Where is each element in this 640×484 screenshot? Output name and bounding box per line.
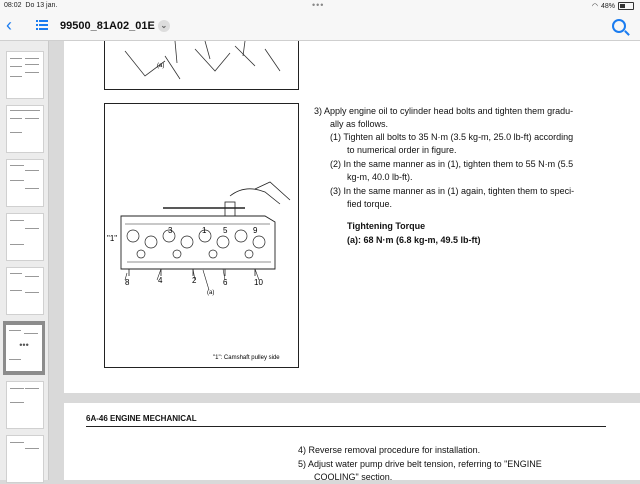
bolt-number: 9 <box>253 226 258 235</box>
step-5-line1: 5) Adjust water pump drive belt tension, referring to "ENGINE <box>298 459 542 469</box>
page-thumbnail[interactable] <box>6 267 44 315</box>
bolt-number: 3 <box>168 226 173 235</box>
bolt-number: 6 <box>223 278 228 287</box>
engine-illustration-top <box>105 41 298 89</box>
battery-icon <box>618 2 634 10</box>
figure-caption: "1": Camshaft pulley side <box>213 355 280 361</box>
bolt-number: 8 <box>125 278 130 287</box>
multitask-dots[interactable]: ••• <box>312 0 325 10</box>
bolt-number: 2 <box>192 276 197 285</box>
page-header: 6A-46 ENGINE MECHANICAL <box>86 414 197 423</box>
figure-label-1: "1" <box>107 234 118 243</box>
page-thumbnail[interactable] <box>6 51 44 99</box>
figure-label-a: (a) <box>207 290 215 296</box>
substep-3-line2: fied torque. <box>347 199 393 209</box>
substep-2-line2: kg-m, 40.0 lb-ft). <box>347 172 413 182</box>
bolt-number: 10 <box>254 278 263 287</box>
status-time: 08:02 Do 13 jan. <box>4 2 58 9</box>
substep-1-line1: (1) Tighten all bolts to 35 N·m (3.5 kg-m, 25.0 lb-ft) according <box>330 132 574 142</box>
more-icon[interactable]: ••• <box>15 341 33 351</box>
search-icon[interactable] <box>612 19 626 33</box>
list-icon[interactable] <box>36 20 48 32</box>
wifi-icon: ◠ <box>591 3 598 10</box>
torque-value: (a): 68 N·m (6.8 kg-m, 49.5 lb-ft) <box>347 235 481 245</box>
substep-2-line1: (2) In the same manner as in (1), tighten them to 55 N·m (5.5 <box>330 159 574 169</box>
substep-3-line1: (3) In the same manner as in (1) again, tighten them to speci- <box>330 186 575 196</box>
torque-title: Tightening Torque <box>347 221 426 231</box>
chevron-down-icon[interactable]: ⌄ <box>158 20 170 32</box>
page-thumbnail[interactable] <box>6 159 44 207</box>
chevron-left-icon[interactable]: ‹ <box>6 15 12 35</box>
battery-percent: 48% <box>600 2 615 10</box>
step-5-line2: COOLING" section. <box>314 472 393 482</box>
status-right <box>592 2 634 10</box>
bolt-number: 4 <box>158 276 163 285</box>
toolbar <box>0 12 640 41</box>
top-figure <box>104 41 299 90</box>
bolt-number: 5 <box>223 226 228 235</box>
page-thumbnail[interactable] <box>6 105 44 153</box>
step-3-line2: ally as follows. <box>330 119 389 129</box>
document-title[interactable]: 99500_81A02_01E ⌄ <box>60 20 170 32</box>
bolt-number: 1 <box>202 226 207 235</box>
page-thumbnail[interactable] <box>6 435 44 483</box>
page-thumbnail-current[interactable] <box>3 321 45 375</box>
page-thumbnail[interactable] <box>6 381 44 429</box>
step-4: 4) Reverse removal procedure for installation. <box>298 445 481 455</box>
thumbnail-sidebar <box>0 41 49 480</box>
page-thumbnail[interactable] <box>6 213 44 261</box>
substep-1-line2: to numerical order in figure. <box>347 145 457 155</box>
step-3-line1: 3) Apply engine oil to cylinder head bolts and tighten them gradu- <box>314 106 574 116</box>
figure-label-a: (a) <box>157 63 165 69</box>
cylinder-head-figure <box>104 103 299 368</box>
status-bar <box>0 0 640 12</box>
cylinder-head-illustration <box>105 104 298 367</box>
